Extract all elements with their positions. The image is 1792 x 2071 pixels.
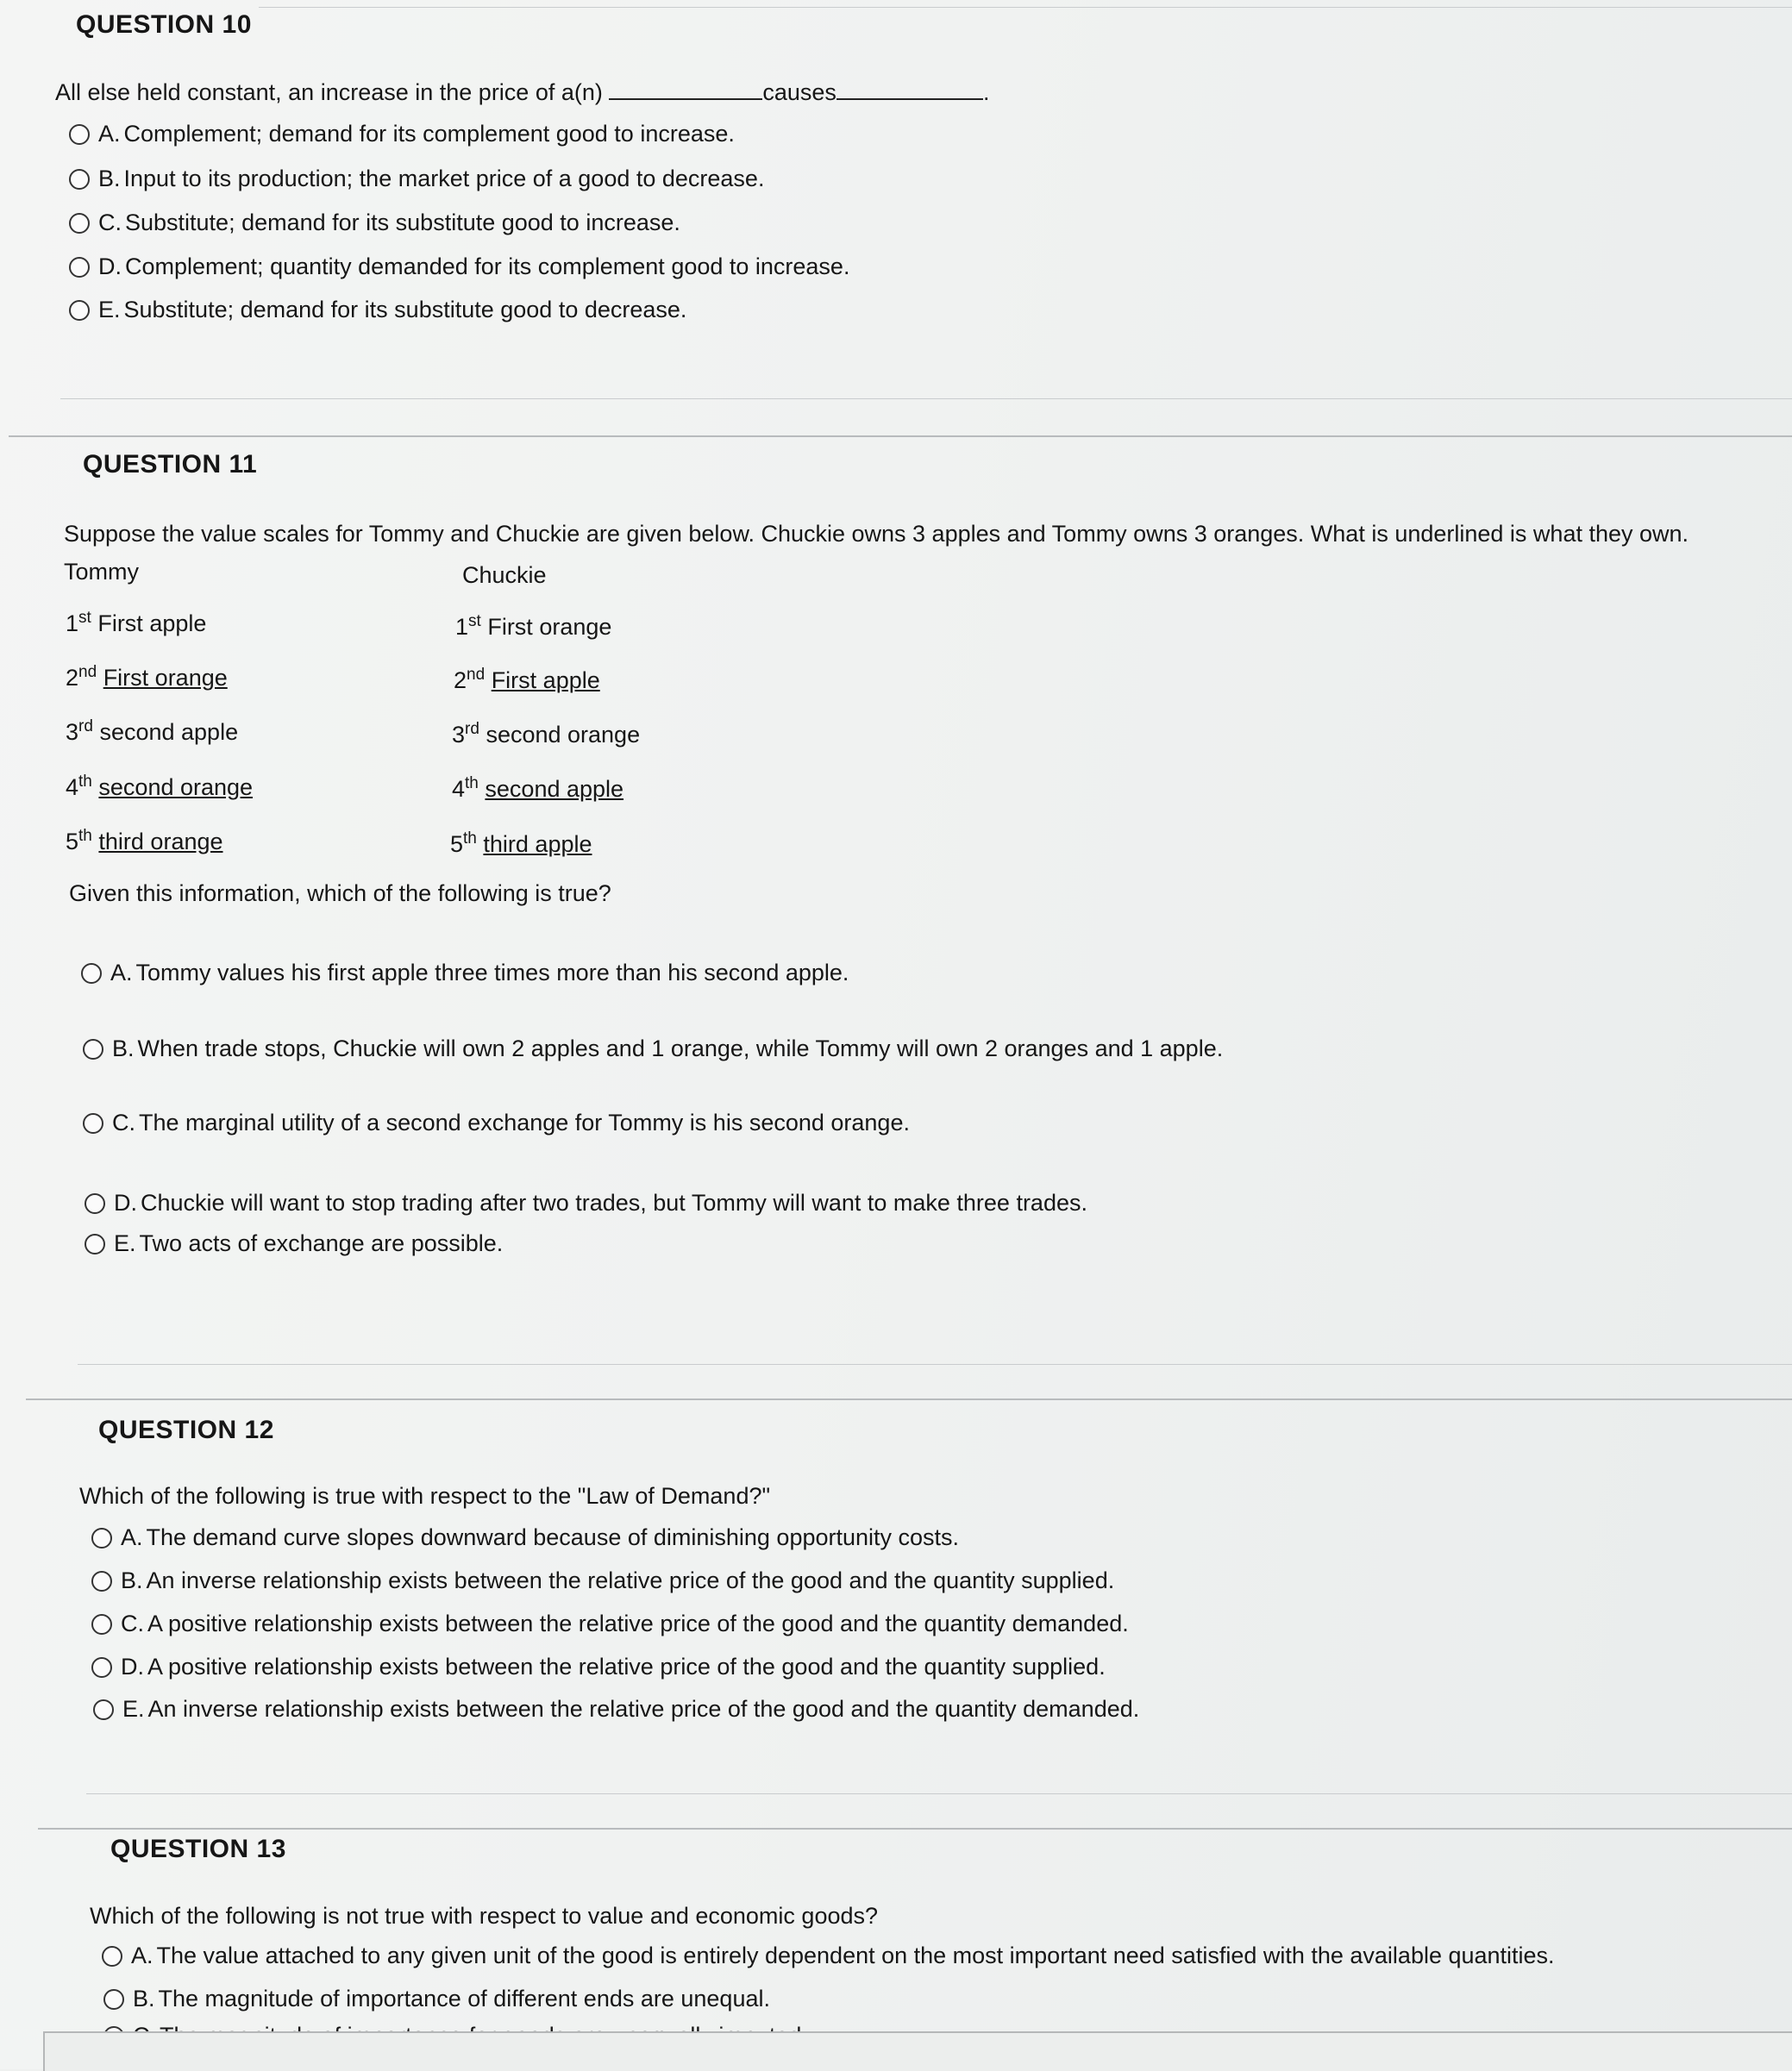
divider (259, 7, 1792, 8)
question-10-title: QUESTION 10 (76, 10, 252, 39)
q13-option-a[interactable]: A. The value attached to any given unit of the good is entirely dependent on the most important need satisfied with the available quantities. (102, 1943, 1555, 1969)
radio-button[interactable] (69, 124, 90, 145)
chuckie-rank-3: 3rd second orange (452, 720, 641, 748)
divider (38, 1828, 1792, 1830)
radio-button[interactable] (91, 1528, 112, 1549)
divider (9, 435, 1792, 437)
question-11-prompt: Suppose the value scales for Tommy and Chuckie are given below. Chuckie owns 3 apples and Tommy owns 3 oranges. What is underlined is what they own. (64, 521, 1689, 547)
q12-option-b[interactable]: B. An inverse relationship exists between the relative price of the good and the quantity supplied. (91, 1567, 1114, 1594)
prompt-text: All else held constant, an increase in the price of a(n) (55, 79, 603, 105)
tommy-rank-3: 3rd second apple (66, 717, 239, 745)
tommy-header: Tommy (64, 559, 139, 585)
bottom-panel-edge (43, 2031, 1792, 2071)
divider (86, 1793, 1792, 1794)
radio-button[interactable] (91, 1571, 112, 1592)
question-11-question: Given this information, which of the following is true? (69, 880, 611, 906)
tommy-rank-4: 4th second orange (66, 773, 254, 800)
q11-option-e[interactable]: E. Two acts of exchange are possible. (85, 1230, 503, 1257)
prompt-end: . (982, 79, 990, 105)
radio-button[interactable] (69, 300, 90, 321)
q12-option-e[interactable]: E. An inverse relationship exists between the relative price of the good and the quantity demanded. (93, 1696, 1139, 1723)
question-12-prompt: Which of the following is true with respect to the "Law of Demand?" (79, 1483, 771, 1509)
radio-button[interactable] (91, 1614, 112, 1635)
radio-button[interactable] (69, 213, 90, 234)
radio-button[interactable] (69, 257, 90, 278)
q11-option-a[interactable]: A. Tommy values his first apple three times more than his second apple. (81, 960, 849, 986)
radio-button[interactable] (91, 1657, 112, 1678)
chuckie-header: Chuckie (462, 562, 547, 588)
radio-button[interactable] (83, 1039, 103, 1060)
q10-option-a[interactable]: A. Complement; demand for its complement good to increase. (69, 121, 735, 147)
question-10-prompt (55, 79, 989, 106)
blank-2 (836, 79, 983, 100)
q10-option-c[interactable]: C. Substitute; demand for its substitute good to increase. (69, 210, 680, 236)
question-12-title: QUESTION 12 (98, 1416, 274, 1444)
divider (78, 1364, 1792, 1365)
q12-option-a[interactable]: A. The demand curve slopes downward because of diminishing opportunity costs. (91, 1524, 959, 1551)
radio-button[interactable] (85, 1193, 105, 1214)
question-13-title: QUESTION 13 (110, 1835, 286, 1863)
q13-option-b[interactable]: B. The magnitude of importance of different ends are unequal. (103, 1986, 770, 2012)
q10-option-d[interactable]: D. Complement; quantity demanded for its complement good to increase. (69, 253, 849, 280)
q11-option-d[interactable]: D. Chuckie will want to stop trading after two trades, but Tommy will want to make three trades. (85, 1190, 1087, 1217)
chuckie-rank-1: 1st First orange (455, 612, 612, 640)
radio-button[interactable] (69, 169, 90, 190)
tommy-rank-1: 1st First apple (66, 609, 207, 636)
q10-option-b[interactable]: B. Input to its production; the market price of a good to decrease. (69, 166, 764, 192)
tommy-rank-2: 2nd First orange (66, 663, 228, 691)
chuckie-rank-5: 5th third apple (450, 829, 592, 857)
q10-option-e[interactable]: E. Substitute; demand for its substitute good to decrease. (69, 297, 686, 323)
radio-button[interactable] (103, 1989, 124, 2010)
question-13-prompt: Which of the following is not true with respect to value and economic goods? (90, 1903, 879, 1929)
question-11-title: QUESTION 11 (83, 450, 258, 479)
chuckie-rank-2: 2nd First apple (454, 666, 600, 693)
divider (60, 398, 1792, 399)
tommy-rank-5: 5th third orange (66, 827, 223, 854)
chuckie-rank-4: 4th second apple (452, 774, 624, 802)
radio-button[interactable] (81, 963, 102, 984)
q11-option-c[interactable]: C. The marginal utility of a second exchange for Tommy is his second orange. (83, 1110, 910, 1136)
blank-1 (609, 79, 762, 100)
radio-button[interactable] (102, 1946, 122, 1967)
q12-option-d[interactable]: D. A positive relationship exists between the relative price of the good and the quantity supplied. (91, 1654, 1106, 1680)
radio-button[interactable] (93, 1699, 114, 1720)
prompt-causes: causes (762, 79, 836, 105)
q11-option-b[interactable]: B. When trade stops, Chuckie will own 2 apples and 1 orange, while Tommy will own 2 oranges and 1 apple. (83, 1036, 1223, 1062)
q12-option-c[interactable]: C. A positive relationship exists between the relative price of the good and the quantity demanded. (91, 1611, 1129, 1637)
radio-button[interactable] (83, 1113, 103, 1134)
divider (26, 1398, 1792, 1400)
radio-button[interactable] (85, 1234, 105, 1254)
